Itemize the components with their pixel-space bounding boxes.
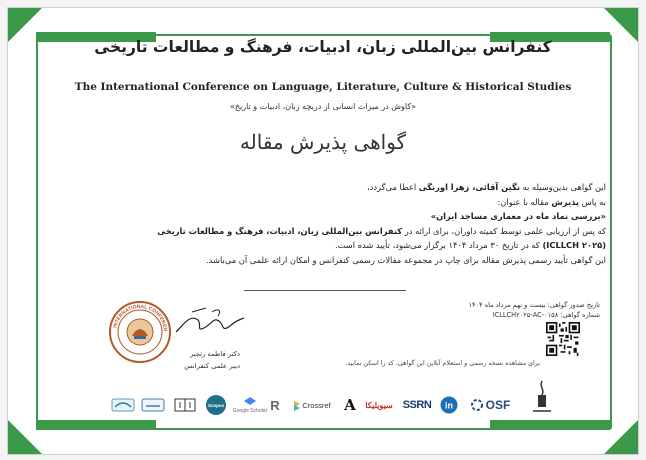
signature: [172, 302, 248, 342]
ssrn-logo[interactable]: [400, 394, 434, 416]
qr-code[interactable]: [546, 322, 580, 356]
recipients-suffix: اعطا می‌گردد،: [366, 182, 417, 192]
paper-title: «بررسی نماد ماه در معماری مساجد ایران»: [430, 211, 606, 221]
issue-date: تاریخ صدور گواهی: بیست و نهم مرداد ماه ۱۴۰۴: [468, 301, 600, 309]
body-line-recipients: [58, 180, 606, 195]
signer-role: دبیر علمی کنفرانس: [184, 362, 240, 370]
google-scholar-icon: [243, 396, 257, 408]
conference-brand-logo: [524, 376, 560, 416]
certificate-heading: گواهی پذیرش مقاله: [239, 130, 407, 154]
library-icon: [173, 396, 197, 414]
acceptance-prefix: به پاس: [581, 196, 606, 207]
osf-label: OSF: [485, 398, 511, 412]
google-scholar-label: Google Scholar: [232, 408, 268, 414]
google-scholar-logo[interactable]: [232, 394, 268, 416]
scopus-logo[interactable]: [204, 394, 228, 416]
indexing-logos: [110, 388, 562, 424]
academia-logo[interactable]: [342, 394, 358, 416]
body-line-date: [58, 238, 606, 253]
linkedin-icon: [440, 396, 458, 414]
civilica-logo[interactable]: [362, 394, 396, 416]
body-line-confirmation: این گواهی تأیید رسمی پذیرش مقاله برای چاپ در مجموعه مقالات رسمی کنفرانس و امکان ارائه علمی آن می‌باشد.: [206, 254, 606, 265]
conference-name: کنفرانس بین‌المللی زبان، ادبیات، فرهنگ و مطالعات تاریخی: [157, 225, 403, 236]
scopus-label: Scopus: [207, 403, 225, 408]
osf-icon: [470, 398, 484, 412]
linkedin-logo[interactable]: [438, 394, 460, 416]
researchgate-logo[interactable]: [268, 394, 282, 416]
doaj-logo[interactable]: [110, 394, 136, 416]
body-line-acceptance: [58, 195, 606, 210]
doaj-icon: [111, 397, 135, 413]
acceptance-word: پذیرش: [551, 196, 579, 207]
recipients-prefix: این گواهی بدین‌وسیله به: [522, 182, 606, 192]
conference-title-english: The International Conference on Language, Literature, Culture & Historical Studies: [74, 81, 572, 93]
conference-code: (ICLLCH ۲۰۲۵): [542, 240, 606, 250]
separator-line: [244, 290, 406, 291]
candle-icon: [527, 377, 557, 415]
conference-title-persian: کنفرانس بین‌المللی زبان، ادبیات، فرهنگ و مطالعات تاریخی: [94, 38, 552, 56]
academia-label: A: [344, 396, 356, 414]
certificate-body: [58, 180, 606, 267]
library-logo[interactable]: [172, 394, 198, 416]
osf-logo[interactable]: [464, 394, 516, 416]
crossref-icon: [293, 399, 301, 411]
ssrn-label: SSRN: [402, 399, 432, 411]
researchgate-label: R: [270, 397, 280, 413]
date-sentence: که در تاریخ ۳۰ مرداد ۱۴۰۴ برگزار می‌شود، تأیید شده است.: [334, 240, 540, 250]
crossref-label: Crossref: [302, 400, 331, 410]
certificate-number: شماره گواهی: ICLLCH۲۰۲۵-AC-۰۱۵۸: [492, 311, 600, 319]
certificate-meta: [320, 300, 600, 320]
body-line-review: [58, 224, 606, 239]
journal-index-logo[interactable]: [140, 394, 166, 416]
scopus-icon: [205, 394, 227, 416]
journal-index-icon: [141, 397, 165, 413]
qr-caption: برای مشاهده نسخه رسمی و استعلام آنلاین این گواهی، کد را اسکن نمایید.: [345, 360, 540, 367]
linkedin-label: in: [445, 400, 453, 411]
seal-text: INTERNATIONAL CONFEREN: [112, 303, 169, 332]
civilica-label: سیویلیکا: [365, 400, 393, 410]
conference-motto: «کاوش در میراث انسانی از دریچه زبان، ادبیات و تاریخ»: [229, 102, 417, 111]
author-names: نگین آقائی، زهرا اورنگی: [418, 182, 520, 192]
signer-name: دکتر فاطمه رنجبر: [189, 350, 240, 358]
crossref-logo[interactable]: [286, 394, 338, 416]
review-prefix: که پس از ارزیابی علمی توسط کمیته داوران، برای ارائه در: [404, 225, 606, 236]
acceptance-suffix: مقاله با عنوان:: [497, 196, 549, 207]
